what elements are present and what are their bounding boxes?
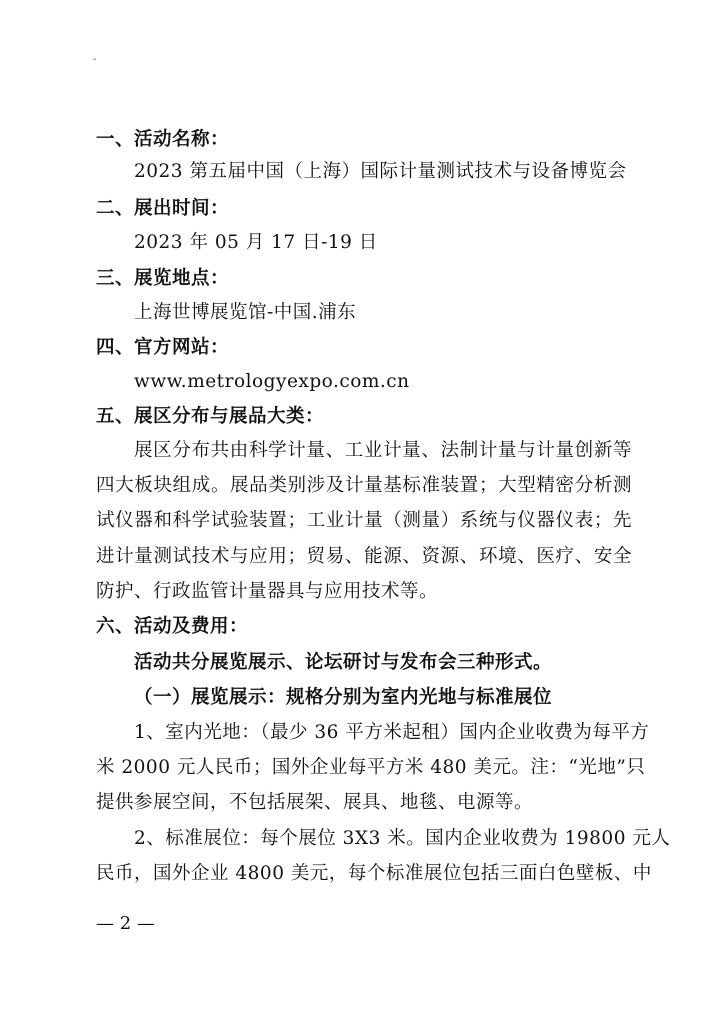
section-4-heading: 四、官方网站：	[96, 337, 230, 358]
page-number: — 2 —	[96, 913, 155, 934]
exhibit-scope-line: 四大板块组成。展品类别涉及计量基标准装置；大型精密分析测	[96, 475, 632, 496]
official-website-text: www.metrologyexpo.com.cn	[134, 371, 410, 392]
section-3-heading: 三、展览地点：	[96, 268, 230, 289]
exhibition-date-text: 2023 年 05 月 17 日-19 日	[134, 232, 378, 253]
corner-mark: -	[93, 54, 97, 65]
standard-booth-line: 2、标准展位：每个展位 3X3 米。国内企业收费为 19800 元人	[134, 828, 671, 849]
activities-intro: 活动共分展览展示、论坛研讨与发布会三种形式。	[134, 652, 553, 673]
raw-space-line: 米 2000 元人民币；国外企业每平方米 480 美元。注：“光地”只	[96, 757, 646, 778]
raw-space-line: 提供参展空间，不包括展架、展具、地毯、电源等。	[96, 792, 534, 813]
section-5-heading: 五、展区分布与展品大类：	[96, 406, 325, 427]
exhibit-scope-line: 进计量测试技术与应用；贸易、能源、资源、环境、医疗、安全	[96, 546, 632, 567]
raw-space-line: 1、室内光地：（最少 36 平方米起租）国内企业收费为每平方	[134, 722, 650, 743]
venue-text: 上海世博展览馆-中国.浦东	[134, 302, 357, 323]
section-1-heading: 一、活动名称：	[96, 129, 230, 150]
section-6-heading: 六、活动及费用：	[96, 616, 249, 637]
section-2-heading: 二、展出时间：	[96, 198, 230, 219]
exhibit-scope-line: 防护、行政监管计量器具与应用技术等。	[96, 581, 439, 602]
event-name-text: 2023 第五届中国（上海）国际计量测试技术与设备博览会	[134, 161, 627, 182]
subsection-exhibition-heading: （一）展览展示：规格分别为室内光地与标准展位	[134, 687, 553, 708]
exhibit-scope-line: 展区分布共由科学计量、工业计量、法制计量与计量创新等	[134, 440, 632, 461]
standard-booth-line: 民币，国外企业 4800 美元，每个标准展位包括三面白色壁板、中	[96, 863, 652, 884]
exhibit-scope-line: 试仪器和科学试验装置；工业计量（测量）系统与仪器仪表；先	[96, 510, 632, 531]
